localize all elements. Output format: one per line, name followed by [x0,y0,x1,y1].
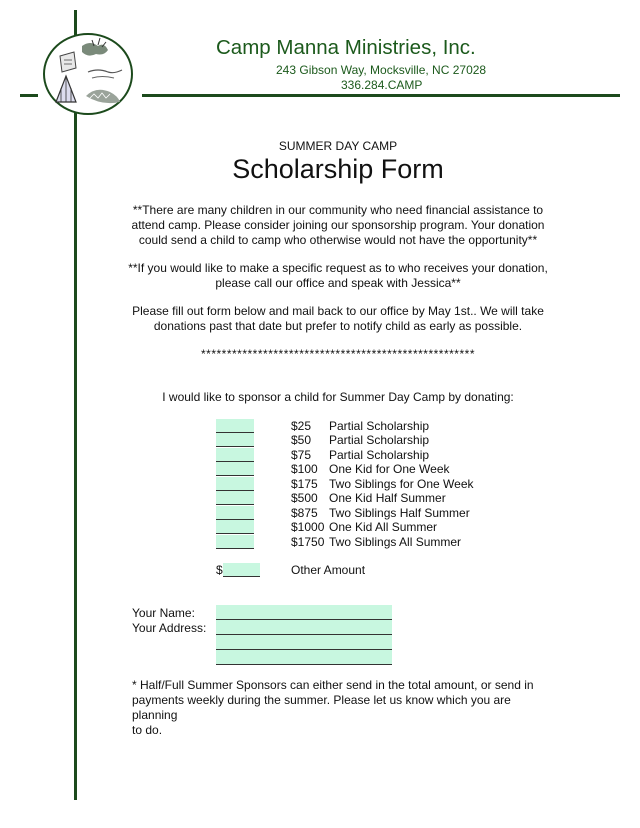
donation-amount: $1000 [291,520,325,534]
donation-description: One Kid for One Week [329,462,450,476]
instructions-paragraph [80,304,596,334]
donation-checkbox-1000[interactable] [216,520,254,534]
donation-amount: $500 [291,491,318,505]
donation-description: Two Siblings for One Week [329,477,474,491]
donation-checkbox-100[interactable] [216,462,254,476]
intro-line: could send a child to camp who otherwise would not have the opportunity** [138,233,538,247]
organization-phone: 336.284.CAMP [341,78,423,92]
instructions-line: donations past that date but prefer to notify child as early as possible. [153,319,523,333]
donation-description: Two Siblings All Summer [329,535,462,549]
other-amount-label: Other Amount [291,563,366,577]
organization-name: Camp Manna Ministries, Inc. [216,36,476,59]
footnote-line: payments weekly during the summer. Please let us know which you are planning [132,693,511,722]
footnote-line: to do. [132,723,163,737]
donation-amount: $175 [291,477,318,491]
organization-address: 243 Gibson Way, Mocksville, NC 27028 [276,63,487,77]
donation-checkbox-75[interactable] [216,448,254,462]
donation-description: Two Siblings Half Summer [329,506,470,520]
header-rule-left [20,94,38,97]
request-line: please call our office and speak with Jessica** [215,276,461,290]
donation-checkbox-1750[interactable] [216,535,254,549]
donation-description: One Kid Half Summer [329,491,446,505]
form-subtitle: SUMMER DAY CAMP [278,139,398,153]
donation-checkbox-175[interactable] [216,477,254,491]
donation-checkbox-875[interactable] [216,506,254,520]
vertical-rule [74,10,77,800]
separator-stars: ***************************************************** [200,347,475,361]
donation-description: Partial Scholarship [329,433,430,447]
address-field-line-3[interactable] [216,650,392,665]
address-label: Your Address: [132,621,207,635]
request-line: **If you would like to make a specific request as to who receives your donation, [128,261,548,275]
other-amount-field[interactable] [223,563,260,577]
address-field-line-2[interactable] [216,635,392,650]
address-field-line-1[interactable] [216,620,392,635]
donation-description: One Kid All Summer [329,520,438,534]
donation-amount: $75 [291,448,312,462]
name-field[interactable] [216,605,392,620]
other-amount-currency: $ [216,563,223,577]
camp-logo [42,32,134,116]
donation-amount: $1750 [291,535,325,549]
intro-line: attend camp. Please consider joining our sponsorship program. Your donation [131,218,545,232]
intro-paragraph [80,203,596,248]
form-title: Scholarship Form [232,154,444,184]
donation-amount: $875 [291,506,318,520]
header-rule-right [142,94,620,97]
donation-description: Partial Scholarship [329,448,430,462]
donation-amount: $50 [291,433,312,447]
donation-description: Partial Scholarship [329,419,430,433]
donation-amount: $100 [291,462,318,476]
footnote-line: * Half/Full Summer Sponsors can either send in the total amount, or send in [132,678,534,692]
donation-checkbox-50[interactable] [216,433,254,447]
footnote [132,678,552,738]
name-label: Your Name: [132,606,195,620]
donation-checkbox-25[interactable] [216,419,254,433]
sponsor-intro: I would like to sponsor a child for Summer Day Camp by donating: [162,390,514,404]
instructions-line: Please fill out form below and mail back to our office by May 1st.. We will take [132,304,544,318]
donation-amount: $25 [291,419,312,433]
donation-checkbox-500[interactable] [216,491,254,505]
request-paragraph [80,261,596,291]
intro-line: **There are many children in our community who need financial assistance to [132,203,544,217]
